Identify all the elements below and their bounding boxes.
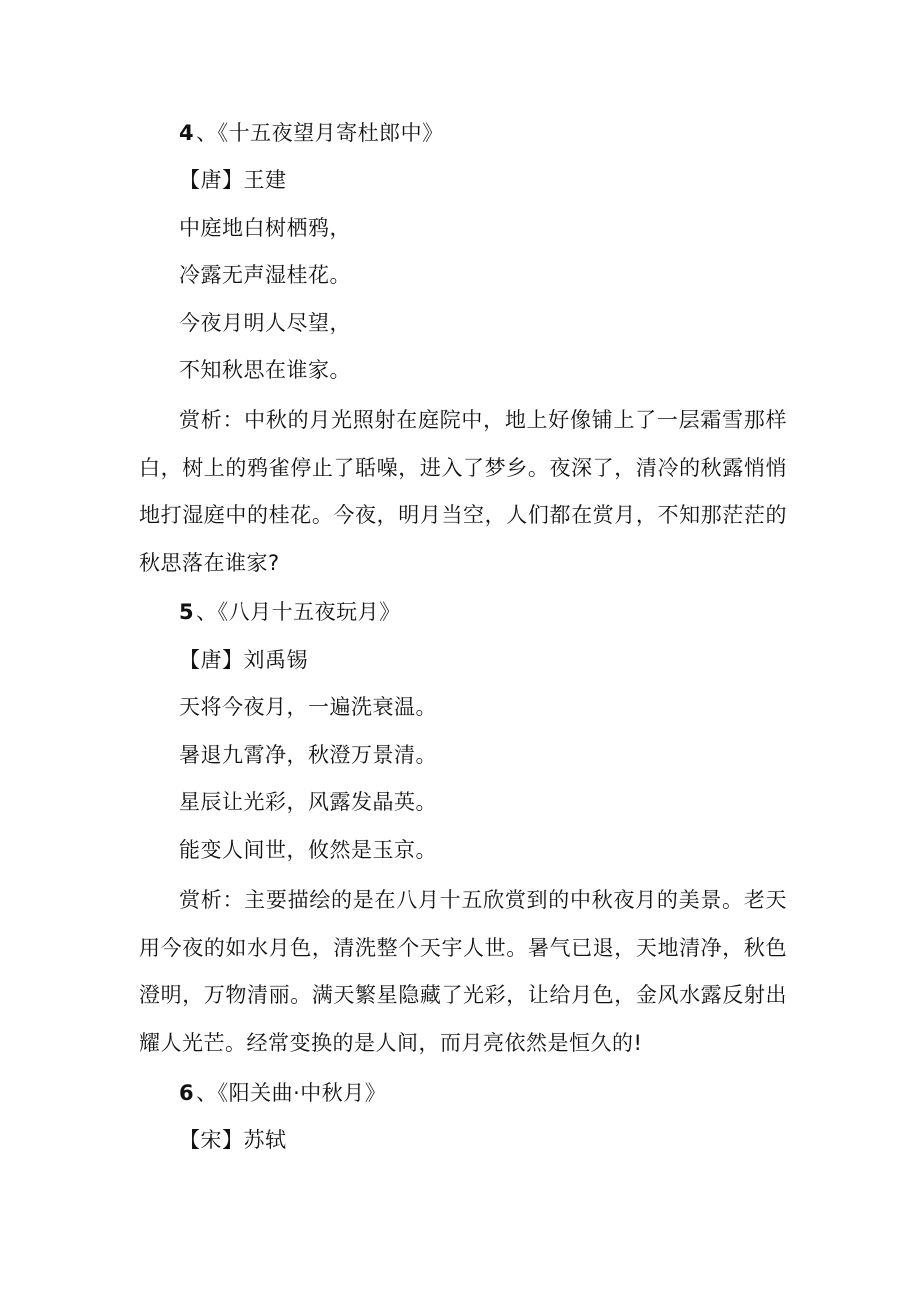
poem-6-number: 6 <box>179 1081 195 1105</box>
poem-4-line-2: 冷露无声湿桂花。 <box>179 263 351 287</box>
poem-6-author: 【宋】苏轼 <box>179 1128 287 1152</box>
poem-6-heading <box>179 1078 386 1108</box>
poem-5-number: 5 <box>179 600 195 624</box>
poem-4-appreciation: 赏析：中秋的月光照射在庭院中，地上好像铺上了一层霜雪那样白，树上的鸦雀停止了聒噪，进入了梦乡。夜深了，清冷的秋露悄悄地打湿庭中的桂花。今夜，明月当空，人们都在赏月，不知那茫茫的秋思落在谁家? <box>139 408 787 575</box>
poem-6-title: 、《阳关曲·中秋月》 <box>196 1081 387 1105</box>
poem-5-line-4: 能变人间世，攸然是玉京。 <box>179 838 437 862</box>
poem-5-line-3: 星辰让光彩，风露发晶英。 <box>179 790 437 814</box>
poem-5-line-1: 天将今夜月，一遍洗衰温。 <box>179 695 437 719</box>
poem-4-line-4: 不知秋思在谁家。 <box>179 358 351 382</box>
poem-4-line-3: 今夜月明人尽望， <box>179 311 351 335</box>
poem-5-line-2: 暑退九霄净，秋澄万景清。 <box>179 743 437 767</box>
poem-5-appreciation: 赏析：主要描绘的是在八月十五欣赏到的中秋夜月的美景。老天用今夜的如水月色，清洗整个天宇人世。暑气已退，天地清净，秋色澄明，万物清丽。满天繁星隐藏了光彩，让给月色，金风水露反射出耀人光芒。经常变换的是人间，而月亮依然是恒久的! <box>139 888 787 1055</box>
poem-5-title: 、《八月十五夜玩月》 <box>196 600 401 624</box>
poem-5-author: 【唐】刘禹锡 <box>179 648 308 672</box>
poem-4-title: 、《十五夜望月寄杜郎中》 <box>196 121 444 145</box>
poem-4-author: 【唐】王建 <box>179 168 287 192</box>
poem-4-line-1: 中庭地白树栖鸦， <box>179 216 351 240</box>
poem-5-heading <box>179 597 401 627</box>
poem-4-heading <box>179 118 444 148</box>
poem-4-number: 4 <box>179 121 195 145</box>
